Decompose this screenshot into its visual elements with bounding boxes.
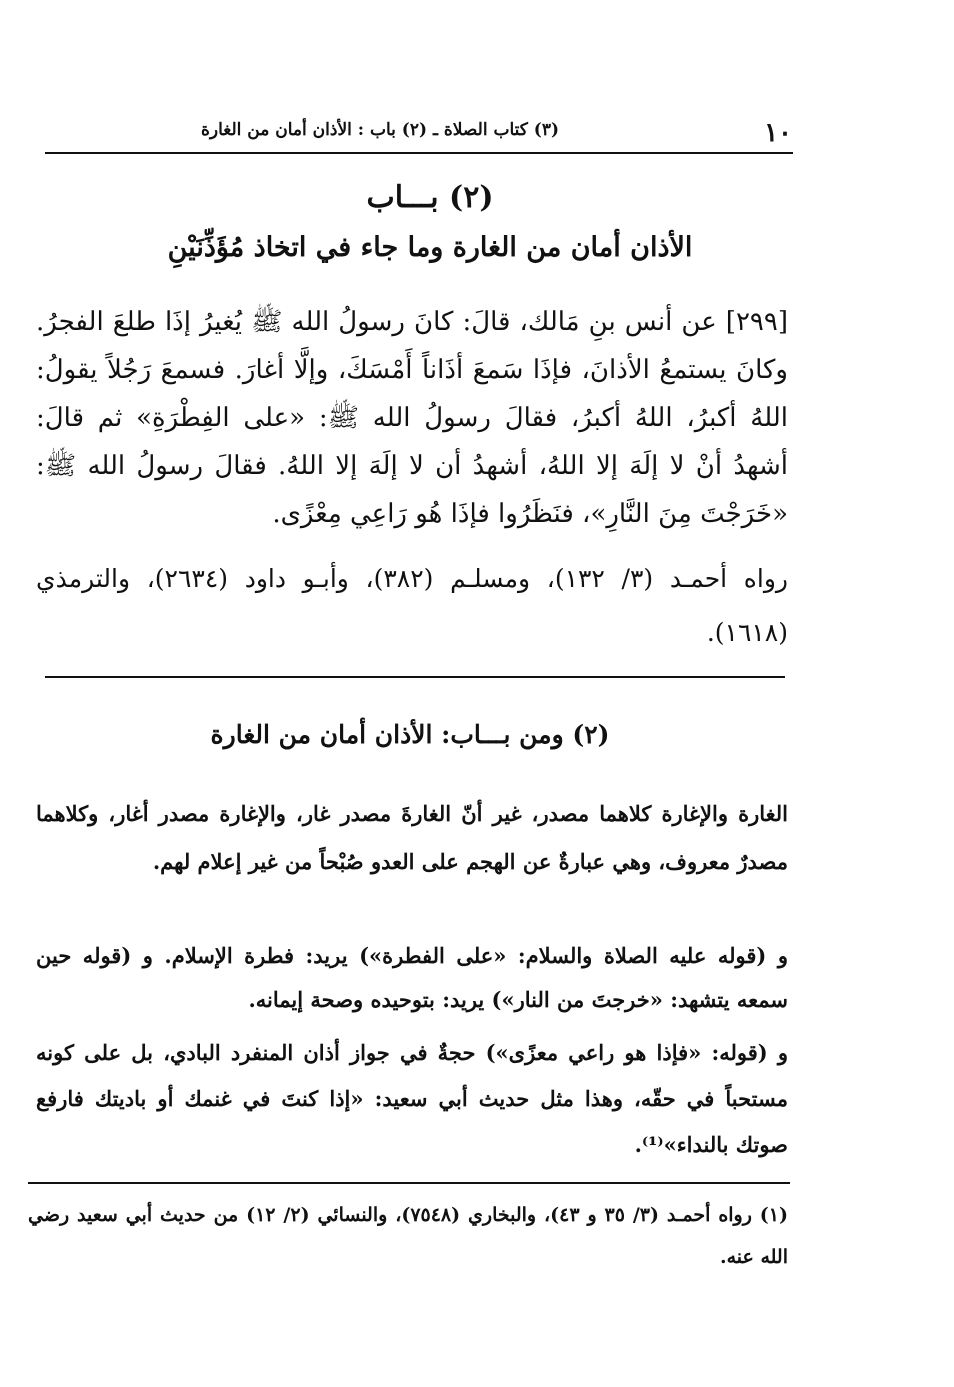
commentary-heading: (٢) ومن بـــاب: الأذان أمان من الغارة: [210, 720, 610, 749]
chapter-subtitle: الأذان أمان من الغارة وما جاء في اتخاذ مُؤَذِّنَيْنِ: [167, 232, 693, 263]
section-divider: [45, 676, 785, 678]
page-number: ١٠: [764, 118, 792, 148]
commentary-paragraph: و (قوله: «فإذا هو راعي معزًى») حجةٌ في جواز أذان المنفرد البادي، بل على كونه مستحباً في حقّه، وهذا مثل حديث أبي سعيد: «إذا كنتَ في غنمك أو باديتك فارفع صوتك بالنداء»⁽¹⁾.: [36, 1040, 788, 1157]
chapter-heading: (٢) بـــاب: [366, 180, 494, 215]
footnote: (١) رواه أحمـد (٣/ ٣٥ و ٤٣)، والبخاري (٧٥٤٨)، والنسائي (٢/ ١٢) من حديث أبي سعيد رضي الله عنه.: [28, 1204, 789, 1268]
footnote-divider: [28, 1182, 790, 1184]
hadith-text: [٢٩٩] عن أنس بنِ مَالك، قالَ: كانَ رسولُ الله ﷺ يُغيرُ إذَا طلعَ الفجرُ. وكانَ يستمعُ الأذانَ، فإذَا سَمعَ أذَاناً أَمْسَكَ، وإلَّا أغارَ. فسمعَ رَجُلاً يقولُ: اللهُ أكبرُ، اللهُ أكبرُ، فقالَ رسولُ الله ﷺ: «على الفِطْرَةِ» ثم قالَ: أشهدُ أنْ لا إلَهَ إلا اللهُ، أشهدُ أن لا إلَهَ إلا اللهُ. فقالَ رسولُ الله ﷺ: «خَرَجْتَ مِنَ النَّارِ»، فنَظَرُوا فإذَا هُو رَاعِي مِعْزًى.: [36, 307, 788, 529]
hadith-source: رواه أحمـد (٣/ ١٣٢)، ومسلـم (٣٨٢)، وأبـو داود (٢٦٣٤)، والترمذي (١٦١٨).: [36, 564, 788, 647]
commentary-paragraph: الغارة والإغارة كلاهما مصدر، غير أنّ الغارةَ مصدر غار، والإغارة مصدر أغار، وكلاهما مصدرٌ معروف، وهي عبارةٌ عن الهجم على العدو صُبْحاً من غير إعلام لهم.: [36, 801, 788, 874]
commentary-paragraph: و (قوله عليه الصلاة والسلام: «على الفطرة») يريد: فطرة الإسلام. و (قوله حين سمعه يتشهد: «خرجتَ من النار») يريد: بتوحيده وصحة إيمانه.: [36, 943, 788, 1012]
header-divider: [45, 152, 793, 154]
running-header-title: (٣) كتاب الصلاة ـ (٢) باب : الأذان أمان من الغارة: [200, 120, 560, 140]
